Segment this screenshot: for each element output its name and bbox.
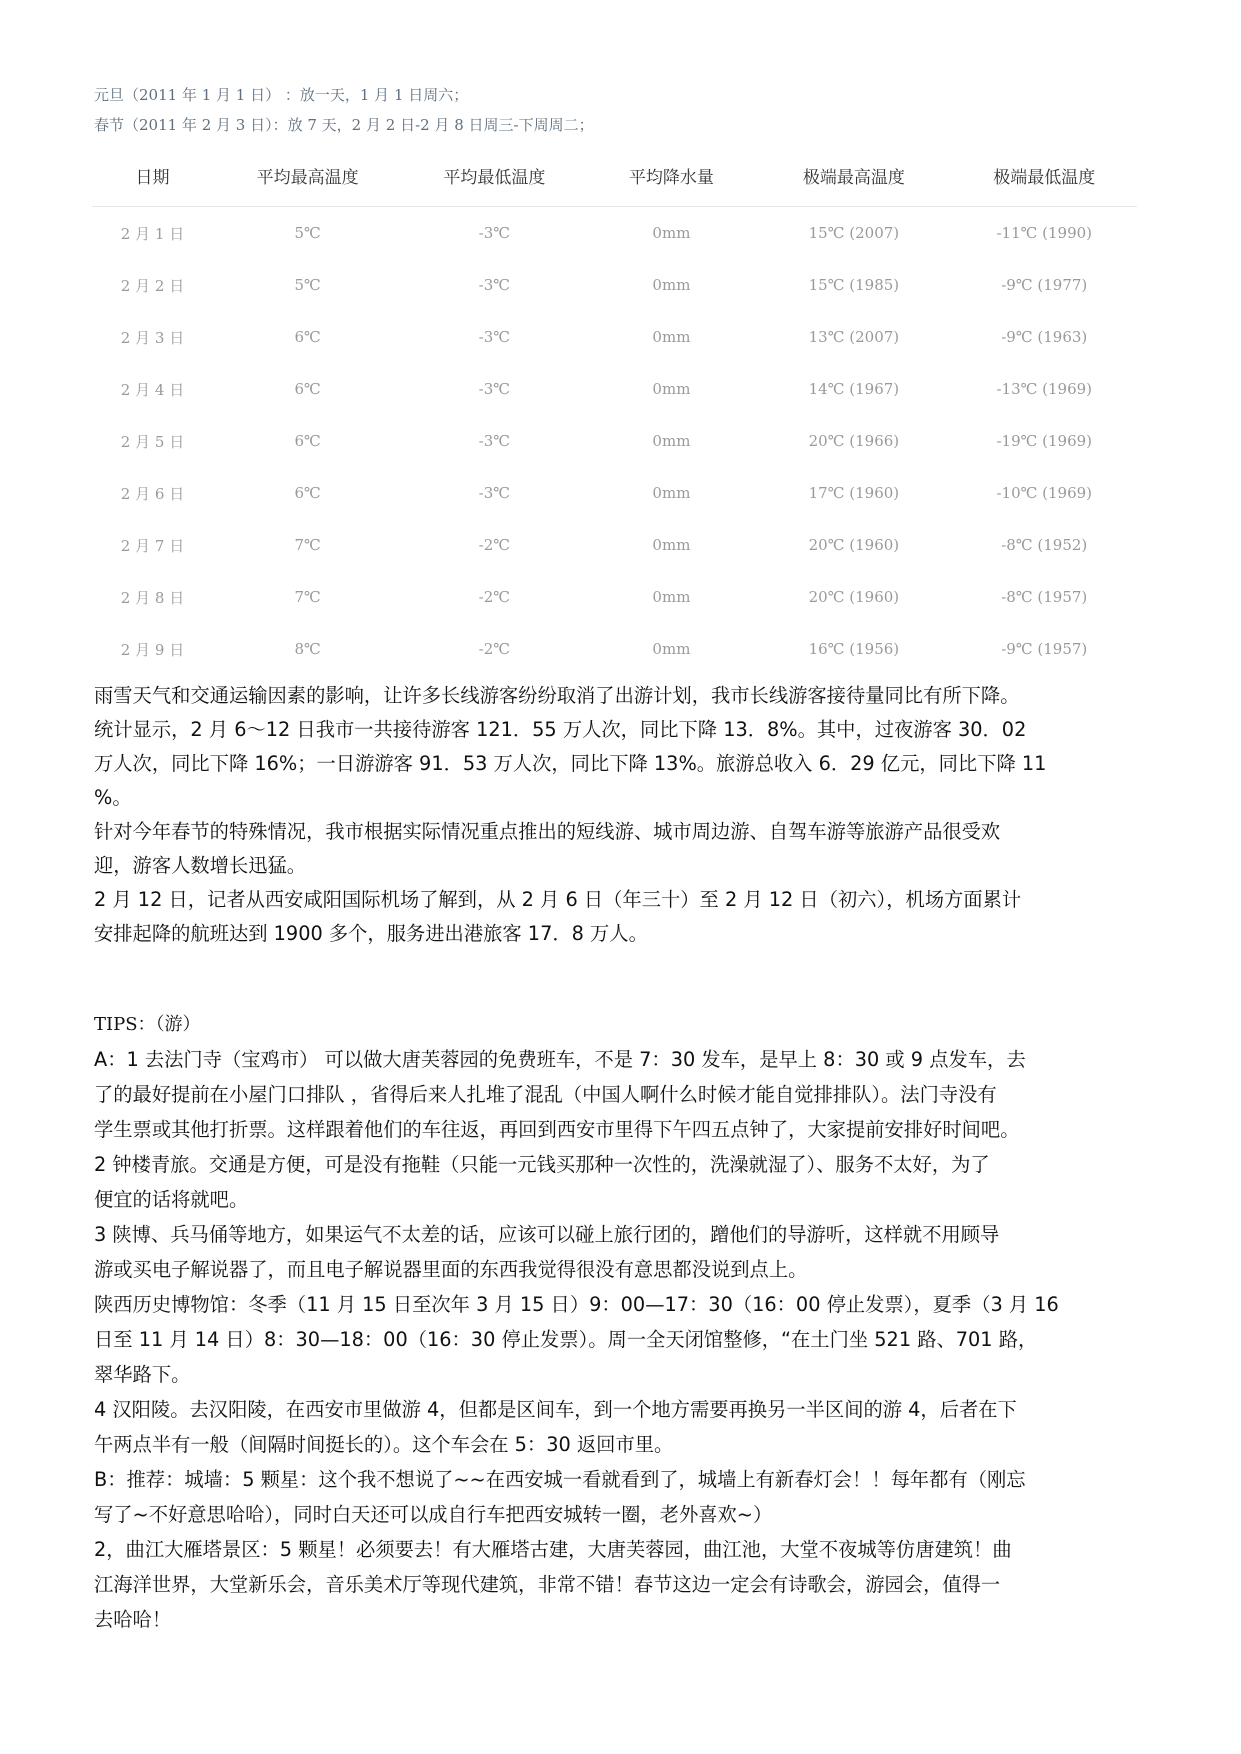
cell-avg-precip: 0mm (652, 640, 691, 658)
tips-line: 江海洋世界，大堂新乐会，音乐美术厅等现代建筑，非常不错！春节这边一定会有诗歌会，游园会，值得一 (94, 1573, 1001, 1596)
cell-avg-low: -3℃ (478, 276, 511, 294)
news-line: 统计显示，2 月 6～12 日我市一共接待游客 121．55 万人次，同比下降 13．8%。其中，过夜游客 30．02 (94, 718, 1027, 741)
tips-line: 2，曲江大雁塔景区：5 颗星！必须要去！有大雁塔古建，大唐芙蓉园，曲江池，大堂不夜城等仿唐建筑！曲 (94, 1538, 1012, 1561)
document-page (94, 80, 1134, 1637)
cell-record-low: -8℃ (1952) (1001, 536, 1088, 554)
cell-record-low: -10℃ (1969) (996, 484, 1093, 502)
cell-avg-low: -3℃ (478, 484, 511, 502)
cell-avg-low: -2℃ (478, 588, 511, 606)
holiday-newyear: 元旦（2011 年 1 月 1 日） ：放一天，1 月 1 日周六； (94, 86, 469, 104)
cell-date: 2 月 3 日 (120, 328, 185, 347)
cell-date: 2 月 4 日 (120, 380, 185, 399)
cell-avg-low: -3℃ (478, 432, 511, 450)
tips-title: TIPS：（游） (94, 1014, 201, 1035)
cell-avg-low: -3℃ (478, 328, 511, 346)
cell-date: 2 月 6 日 (120, 484, 185, 503)
tips-line: 陕西历史博物馆：冬季（11 月 15 日至次年 3 月 15 日）9：00—17：30（16：00 停止发票），夏季（3 月 16 (94, 1293, 1059, 1316)
cell-date: 2 月 5 日 (120, 432, 185, 451)
cell-avg-high: 6℃ (294, 484, 321, 502)
header-avg-low: 平均最低温度 (402, 144, 586, 207)
tips-line: 游或买电子解说器了，而且电子解说器里面的东西我觉得很没有意思都没说到点上。 (94, 1258, 808, 1281)
cell-date: 2 月 7 日 (120, 536, 185, 555)
cell-avg-high: 7℃ (294, 536, 321, 554)
tips-line: A：1 去法门寺（宝鸡市） 可以做大唐芙蓉园的免费班车，不是 7：30 发车，是早上 8：30 或 9 点发车，去 (94, 1048, 1026, 1071)
cell-avg-precip: 0mm (652, 276, 691, 294)
header-avg-precip: 平均降水量 (587, 144, 757, 207)
cell-avg-precip: 0mm (652, 380, 691, 398)
cell-avg-high: 6℃ (294, 380, 321, 398)
cell-record-low: -8℃ (1957) (1001, 588, 1088, 606)
table-row (92, 363, 1137, 415)
table-row (92, 519, 1137, 571)
tips-line: 2 钟楼青旅。交通是方便，可是没有拖鞋（只能一元钱买那种一次性的，洗澡就湿了）、服务不太好，为了 (94, 1153, 990, 1176)
table-row (92, 571, 1137, 623)
cell-avg-precip: 0mm (652, 484, 691, 502)
header-record-high: 极端最高温度 (756, 144, 951, 207)
table-row (92, 415, 1137, 467)
climate-table (92, 144, 1137, 675)
holiday-spring-festival: 春节（2011 年 2 月 3 日）：放 7 天，2 月 2 日-2 月 8 日周三-下周周二； (94, 116, 594, 134)
cell-record-high: 20℃ (1966) (808, 432, 900, 450)
header-record-low: 极端最低温度 (952, 144, 1138, 207)
cell-avg-precip: 0mm (652, 432, 691, 450)
cell-record-low: -19℃ (1969) (996, 432, 1093, 450)
cell-avg-high: 8℃ (294, 640, 321, 658)
tips-line: 便宜的话将就吧。 (94, 1188, 249, 1211)
news-line: 2 月 12 日，记者从西安咸阳国际机场了解到，从 2 月 6 日（年三十）至 2 月 12 日（初六），机场方面累计 (94, 888, 1022, 911)
cell-avg-precip: 0mm (652, 328, 691, 346)
table-row (92, 467, 1137, 519)
cell-record-high: 15℃ (2007) (808, 224, 900, 242)
cell-avg-high: 7℃ (294, 588, 321, 606)
cell-record-high: 14℃ (1967) (808, 380, 900, 398)
cell-avg-low: -3℃ (478, 224, 511, 242)
cell-record-high: 15℃ (1985) (808, 276, 900, 294)
tips-line: 3 陕博、兵马俑等地方，如果运气不太差的话，应该可以碰上旅行团的，蹭他们的导游听，这样就不用顾导 (94, 1223, 1000, 1246)
cell-avg-low: -3℃ (478, 380, 511, 398)
cell-record-low: -9℃ (1963) (1001, 328, 1088, 346)
header-date: 日期 (92, 144, 213, 207)
cell-avg-precip: 0mm (652, 536, 691, 554)
table-row (92, 311, 1137, 363)
news-line: 安排起降的航班达到 1900 多个，服务进出港旅客 17．8 万人。 (94, 922, 648, 945)
tips-line: B：推荐：城墙：5 颗星：这个我不想说了~~在西安城一看就看到了，城墙上有新春灯会！！每年都有（刚忘 (94, 1468, 1026, 1491)
tips-section (94, 1008, 1134, 1637)
tips-line: 午两点半有一般（间隔时间挺长的）。这个车会在 5：30 返回市里。 (94, 1433, 674, 1456)
table-row (92, 259, 1137, 311)
cell-record-high: 20℃ (1960) (808, 588, 900, 606)
table-body (92, 207, 1137, 676)
news-line: 迎，游客人数增长迅猛。 (94, 854, 307, 877)
header-avg-high: 平均最高温度 (213, 144, 402, 207)
news-line: 万人次，同比下降 16%；一日游游客 91．53 万人次，同比下降 13%。旅游总收入 6．29 亿元，同比下降 11 (94, 752, 1047, 775)
cell-avg-precip: 0mm (652, 224, 691, 242)
table-row (92, 207, 1137, 260)
cell-date: 2 月 9 日 (120, 640, 185, 659)
tips-line: 学生票或其他打折票。这样跟着他们的车往返，再回到西安市里得下午四五点钟了，大家提前安排好时间吧。 (94, 1118, 1020, 1141)
spacer (94, 951, 1134, 1008)
cell-date: 2 月 8 日 (120, 588, 185, 607)
cell-avg-low: -2℃ (478, 536, 511, 554)
tips-line: 了的最好提前在小屋门口排队 ，省得后来人扎堆了混乱（中国人啊什么时候才能自觉排排队）。法门寺没有 (94, 1083, 997, 1106)
cell-record-high: 20℃ (1960) (808, 536, 900, 554)
cell-date: 2 月 2 日 (120, 276, 185, 295)
cell-record-low: -11℃ (1990) (996, 224, 1093, 242)
cell-date: 2 月 1 日 (120, 224, 185, 243)
tips-line: 翠华路下。 (94, 1363, 191, 1386)
news-line: 针对今年春节的特殊情况，我市根据实际情况重点推出的短线游、城市周边游、自驾车游等旅游产品很受欢 (94, 820, 1001, 843)
cell-avg-low: -2℃ (478, 640, 511, 658)
cell-avg-high: 5℃ (294, 276, 321, 294)
cell-record-high: 16℃ (1956) (808, 640, 900, 658)
cell-avg-high: 6℃ (294, 432, 321, 450)
tips-line: 日至 11 月 14 日）8：30—18：00（16：30 停止发票）。周一全天闭馆整修，“在土门坐 521 路、701 路， (94, 1328, 1038, 1351)
table-header-row (92, 144, 1137, 207)
cell-record-low: -9℃ (1957) (1001, 640, 1088, 658)
cell-record-high: 13℃ (2007) (808, 328, 900, 346)
cell-avg-precip: 0mm (652, 588, 691, 606)
table-row (92, 623, 1137, 675)
cell-avg-high: 6℃ (294, 328, 321, 346)
tips-line: 4 汉阳陵。去汉阳陵，在西安市里做游 4，但都是区间车，到一个地方需要再换另一半区间的游 4，后者在下 (94, 1398, 1017, 1421)
news-section (94, 679, 1134, 951)
news-line: 雨雪天气和交通运输因素的影响，让许多长线游客纷纷取消了出游计划，我市长线游客接待量同比有所下降。 (94, 684, 1020, 707)
cell-record-low: -9℃ (1977) (1001, 276, 1088, 294)
news-line: %。 (94, 786, 132, 809)
cell-record-high: 17℃ (1960) (808, 484, 900, 502)
tips-line: 去哈哈！ (94, 1608, 172, 1631)
cell-record-low: -13℃ (1969) (996, 380, 1093, 398)
tips-line: 写了~不好意思哈哈），同时白天还可以成自行车把西安城转一圈，老外喜欢~） (94, 1503, 773, 1526)
cell-avg-high: 5℃ (294, 224, 321, 242)
